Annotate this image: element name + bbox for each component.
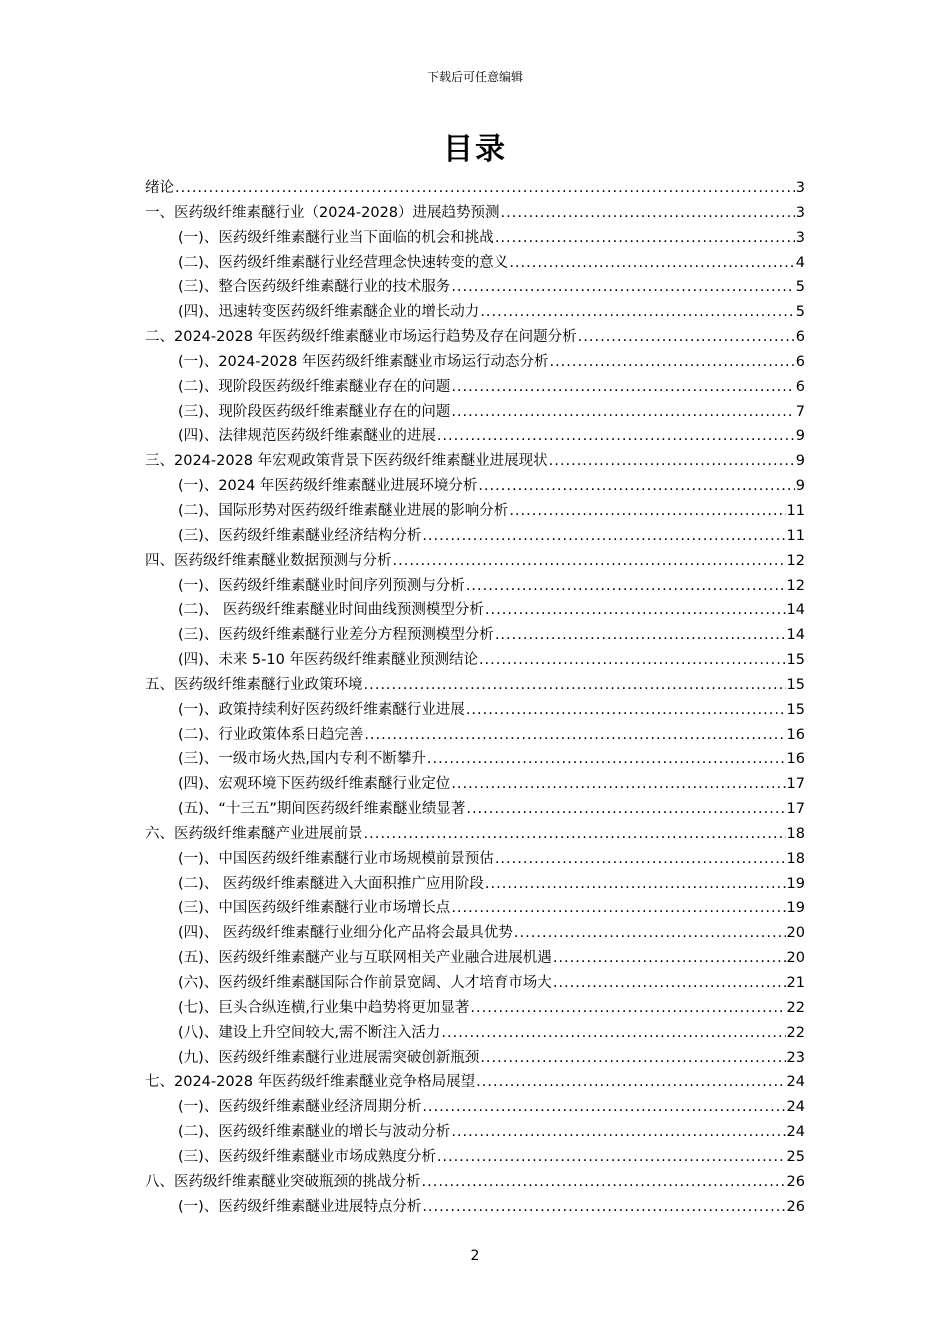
toc-entry[interactable] — [145, 1095, 805, 1120]
toc-entry-page: 26 — [786, 1173, 805, 1190]
toc-title: 目录 — [443, 132, 507, 167]
toc-leader-dots — [553, 971, 786, 996]
toc-entry[interactable] — [145, 723, 805, 748]
toc-entry[interactable] — [145, 698, 805, 723]
toc-leader-dots — [480, 1046, 785, 1071]
toc-entry-title: (四)、 医药级纤维素醚行业细分化产品将会最具优势 — [178, 925, 513, 942]
toc-entry[interactable] — [145, 797, 805, 822]
toc-entry-page: 5 — [795, 279, 805, 296]
toc-entry-title: (一)、医药级纤维素醚业进展特点分析 — [178, 1198, 422, 1215]
toc-entry-page: 16 — [786, 726, 805, 743]
toc-leader-dots — [470, 996, 785, 1021]
toc-entry-page: 14 — [786, 627, 805, 644]
toc-leader-dots — [364, 822, 786, 847]
toc-entry-page: 6 — [795, 378, 805, 395]
toc-entry-title: 七、2024-2028 年医药级纤维素醚业竞争格局展望 — [145, 1074, 476, 1091]
toc-entry-page: 18 — [786, 825, 805, 842]
toc-entry-page: 11 — [786, 502, 805, 519]
toc-entry-page: 6 — [795, 353, 805, 370]
toc-leader-dots — [495, 226, 795, 251]
toc-entry-page: 22 — [786, 1024, 805, 1041]
toc-entry-title: 二、2024-2028 年医药级纤维素醚业市场运行趋势及存在问题分析 — [145, 329, 577, 346]
page-number: 2 — [470, 1248, 480, 1264]
toc-entry-page: 9 — [795, 453, 805, 470]
toc-entry-page: 3 — [795, 229, 805, 246]
toc-entry-page: 17 — [786, 776, 805, 793]
toc-entry-page: 24 — [786, 1099, 805, 1116]
toc-leader-dots — [451, 772, 785, 797]
toc-entry[interactable] — [145, 673, 805, 698]
toc-entry-title: (四)、未来 5-10 年医药级纤维素醚业预测结论 — [178, 652, 478, 669]
toc-entry[interactable] — [145, 499, 805, 524]
toc-leader-dots — [466, 574, 786, 599]
toc-entry[interactable] — [145, 300, 805, 325]
toc-entry-page: 3 — [795, 180, 805, 196]
toc-entry-title: (一)、医药级纤维素醚业时间序列预测与分析 — [178, 577, 465, 594]
toc-leader-dots — [485, 872, 786, 897]
toc-entry[interactable] — [145, 524, 805, 549]
toc-entry-title: 四、医药级纤维素醚业数据预测与分析 — [145, 552, 392, 569]
toc-entry[interactable] — [145, 747, 805, 772]
toc-leader-dots — [364, 673, 786, 698]
toc-leader-dots — [437, 424, 795, 449]
toc-leader-dots — [495, 847, 786, 872]
toc-entry-page: 11 — [786, 527, 805, 544]
toc-entry-page: 20 — [786, 950, 805, 967]
toc-entry-title: 一、医药级纤维素醚行业（2024-2028）进展趋势预测 — [145, 204, 500, 221]
toc-leader-dots — [553, 946, 786, 971]
toc-entry[interactable] — [145, 1046, 805, 1071]
toc-entry-title: (六)、医药级纤维素醚国际合作前景宽阔、人才培育市场大 — [178, 975, 552, 991]
toc-entry[interactable] — [145, 201, 805, 226]
toc-entry-page: 3 — [795, 204, 805, 221]
toc-leader-dots — [549, 350, 794, 375]
toc-leader-dots — [479, 648, 786, 673]
toc-entry[interactable] — [145, 574, 805, 599]
toc-leader-dots — [437, 1145, 786, 1170]
toc-entry-title: (三)、一级市场火热,国内专利不断攀升 — [178, 751, 426, 768]
toc-entry[interactable] — [145, 971, 805, 996]
toc-entry[interactable] — [145, 822, 805, 847]
toc-entry-page: 19 — [786, 900, 805, 917]
toc-entry[interactable] — [145, 1120, 805, 1145]
toc-entry-title: (三)、医药级纤维素醚业经济结构分析 — [178, 527, 422, 544]
toc-entry-title: (九)、医药级纤维素醚行业进展需突破创新瓶颈 — [178, 1049, 480, 1066]
toc-entry[interactable] — [145, 251, 805, 276]
toc-entry[interactable] — [145, 549, 805, 574]
toc-entry[interactable] — [145, 375, 805, 400]
toc-leader-dots — [427, 747, 786, 772]
toc-entry[interactable] — [145, 474, 805, 499]
toc-entry-page: 24 — [786, 1074, 805, 1091]
toc-entry-title: (二)、 医药级纤维素醚进入大面积推广应用阶段 — [178, 875, 484, 892]
toc-entry-page: 6 — [795, 329, 805, 346]
toc-leader-dots — [480, 300, 794, 325]
toc-leader-dots — [451, 400, 794, 425]
toc-entry-title: (三)、现阶段医药级纤维素醚业存在的问题 — [178, 403, 451, 420]
toc-entry-title: 绪论 — [145, 180, 174, 196]
toc-entry-page: 20 — [786, 925, 805, 942]
table-of-contents — [145, 176, 805, 1219]
page-header: 下载后可任意编辑 — [426, 70, 523, 84]
toc-leader-dots — [501, 201, 795, 226]
toc-leader-dots — [451, 375, 794, 400]
toc-entry-title: (八)、建设上升空间较大,需不断注入活力 — [178, 1024, 441, 1041]
toc-entry-title: (二)、医药级纤维素醚业的增长与波动分析 — [178, 1124, 451, 1141]
toc-entry[interactable] — [145, 325, 805, 350]
toc-entry[interactable] — [145, 176, 805, 201]
toc-entry-page: 12 — [786, 552, 805, 569]
toc-entry-page: 25 — [786, 1148, 805, 1165]
toc-leader-dots — [466, 797, 785, 822]
toc-entry-title: (二)、国际形势对医药级纤维素醚业进展的影响分析 — [178, 502, 509, 519]
toc-leader-dots — [451, 275, 794, 300]
toc-entry-page: 5 — [795, 304, 805, 321]
toc-entry[interactable] — [145, 996, 805, 1021]
toc-entry-title: (二)、行业政策体系日趋完善 — [178, 726, 364, 743]
toc-entry-page: 15 — [786, 676, 805, 693]
toc-entry-title: (三)、中国医药级纤维素醚行业市场增长点 — [178, 900, 451, 917]
toc-leader-dots — [175, 176, 795, 201]
toc-entry-title: 三、2024-2028 年宏观政策背景下医药级纤维素醚业进展现状 — [145, 453, 548, 470]
toc-entry-title: (一)、政策持续利好医药级纤维素醚行业进展 — [178, 701, 465, 718]
toc-entry-title: (三)、整合医药级纤维素醚行业的技术服务 — [178, 279, 451, 296]
toc-entry[interactable] — [145, 449, 805, 474]
toc-entry[interactable] — [145, 847, 805, 872]
toc-entry[interactable] — [145, 623, 805, 648]
toc-leader-dots — [422, 1095, 785, 1120]
toc-entry-title: 八、医药级纤维素醚业突破瓶颈的挑战分析 — [145, 1173, 421, 1190]
toc-leader-dots — [476, 1070, 785, 1095]
toc-entry[interactable] — [145, 1021, 805, 1046]
toc-entry-page: 9 — [795, 428, 805, 445]
toc-entry[interactable] — [145, 400, 805, 425]
toc-entry-page: 15 — [786, 701, 805, 718]
toc-entry-page: 24 — [786, 1124, 805, 1141]
toc-entry-title: (二)、医药级纤维素醚行业经营理念快速转变的意义 — [178, 254, 509, 271]
toc-leader-dots — [364, 723, 785, 748]
toc-leader-dots — [509, 499, 785, 524]
toc-entry[interactable] — [145, 350, 805, 375]
toc-entry[interactable] — [145, 424, 805, 449]
toc-entry-page: 21 — [786, 975, 805, 991]
toc-entry-page: 26 — [786, 1198, 805, 1215]
toc-entry-page: 23 — [786, 1049, 805, 1066]
toc-entry-title: (一)、医药级纤维素醚业经济周期分析 — [178, 1099, 422, 1116]
toc-entry-page: 7 — [795, 403, 805, 420]
toc-leader-dots — [549, 449, 795, 474]
toc-entry-title: (一)、中国医药级纤维素醚行业市场规模前景预估 — [178, 850, 494, 867]
toc-entry-title: (一)、2024 年医药级纤维素醚业进展环境分析 — [178, 478, 478, 495]
toc-entry[interactable] — [145, 226, 805, 251]
toc-entry[interactable] — [145, 598, 805, 623]
toc-entry-page: 15 — [786, 652, 805, 669]
toc-leader-dots — [441, 1021, 785, 1046]
toc-entry-title: (一)、2024-2028 年医药级纤维素醚业市场运行动态分析 — [178, 353, 549, 370]
toc-entry-page: 14 — [786, 602, 805, 619]
toc-entry-title: (四)、迅速转变医药级纤维素醚企业的增长动力 — [178, 304, 480, 321]
toc-entry[interactable] — [145, 946, 805, 971]
toc-entry[interactable] — [145, 872, 805, 897]
toc-entry-title: (四)、法律规范医药级纤维素醚业的进展 — [178, 428, 436, 445]
toc-entry-page: 18 — [786, 850, 805, 867]
toc-entry-title: (五)、“十三五”期间医药级纤维素醚业绩显著 — [178, 801, 466, 818]
toc-entry-page: 16 — [786, 751, 805, 768]
toc-entry-title: (二)、 医药级纤维素醚业时间曲线预测模型分析 — [178, 602, 484, 619]
toc-entry-page: 9 — [795, 478, 805, 495]
toc-entry-title: 六、医药级纤维素醚产业进展前景 — [145, 825, 363, 842]
toc-entry[interactable] — [145, 1170, 805, 1195]
toc-leader-dots — [509, 251, 794, 276]
toc-leader-dots — [478, 474, 794, 499]
toc-entry[interactable] — [145, 921, 805, 946]
toc-leader-dots — [514, 921, 786, 946]
toc-entry-title: (一)、医药级纤维素醚行业当下面临的机会和挑战 — [178, 229, 494, 246]
toc-entry-title: (七)、巨头合纵连横,行业集中趋势将更加显著 — [178, 999, 470, 1016]
toc-entry-title: (二)、现阶段医药级纤维素醚业存在的问题 — [178, 378, 451, 395]
toc-entry[interactable] — [145, 1195, 805, 1220]
toc-entry[interactable] — [145, 772, 805, 797]
toc-leader-dots — [451, 1120, 785, 1145]
toc-leader-dots — [485, 598, 786, 623]
toc-leader-dots — [393, 549, 786, 574]
toc-entry-title: (三)、医药级纤维素醚业市场成熟度分析 — [178, 1148, 436, 1165]
toc-leader-dots — [422, 524, 785, 549]
toc-entry[interactable] — [145, 896, 805, 921]
toc-entry[interactable] — [145, 275, 805, 300]
toc-leader-dots — [578, 325, 795, 350]
toc-leader-dots — [451, 896, 785, 921]
toc-leader-dots — [495, 623, 786, 648]
toc-entry-title: 五、医药级纤维素醚行业政策环境 — [145, 676, 363, 693]
toc-entry-page: 4 — [795, 254, 805, 271]
toc-entry-page: 12 — [786, 577, 805, 594]
toc-leader-dots — [466, 698, 786, 723]
toc-leader-dots — [422, 1195, 785, 1220]
toc-entry[interactable] — [145, 1070, 805, 1095]
toc-entry-title: (五)、医药级纤维素醚产业与互联网相关产业融合进展机遇 — [178, 950, 552, 967]
toc-entry-title: (四)、宏观环境下医药级纤维素醚行业定位 — [178, 776, 451, 793]
toc-entry-page: 17 — [786, 801, 805, 818]
toc-entry-page: 19 — [786, 875, 805, 892]
toc-entry-page: 22 — [786, 999, 805, 1016]
toc-entry[interactable] — [145, 1145, 805, 1170]
toc-entry[interactable] — [145, 648, 805, 673]
toc-leader-dots — [422, 1170, 786, 1195]
toc-entry-title: (三)、医药级纤维素醚行业差分方程预测模型分析 — [178, 627, 494, 644]
